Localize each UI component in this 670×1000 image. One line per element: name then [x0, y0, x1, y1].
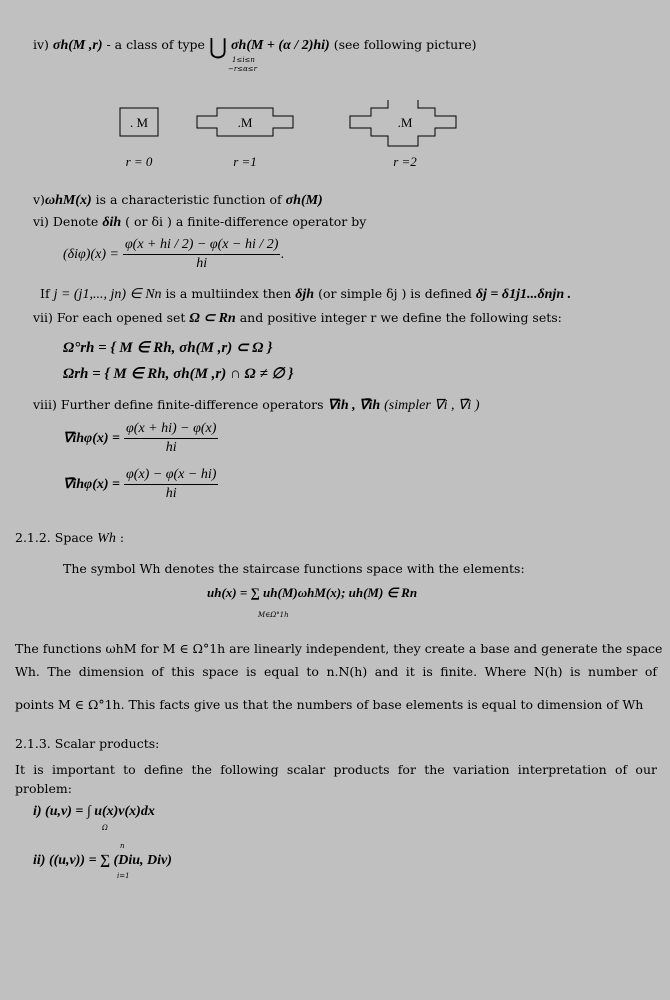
f1-lhs: ∇ihφ(x) =: [63, 431, 121, 446]
r0-caption: r = 0: [125, 154, 153, 169]
multi-dj: δjh: [295, 287, 315, 302]
iv-sigma: σh(M ,r): [52, 38, 103, 53]
f2-lhs: ∇̄ihφ(x) =: [63, 477, 121, 492]
s212-colon: :: [119, 530, 125, 545]
stencil-figure: [110, 100, 470, 180]
viii-ops: ∇ih , ∇̄ih: [327, 398, 381, 413]
v-expr: ωhM(x): [44, 193, 92, 208]
stencil-r0-label: . M: [129, 115, 149, 130]
vi-delta: δih: [102, 215, 122, 230]
vi-formula: (δiφ)(x) = $\frac{\varphi(x + hi / 2) - \varphi(x - hi / 2)}{hi}$ .: [63, 237, 285, 271]
stencil-r2-label: .M: [397, 115, 413, 130]
scalar-product-ii: ii) ((u,v)) = ∑ (Diu, Div): [33, 853, 172, 868]
vi-lhs: (δiφ)(x) =: [63, 247, 119, 262]
vii-set2: Ωrh = { M ∈ Rh, σh(M ,r) ∩ Ω ≠ ∅ }: [63, 366, 294, 382]
scalar-ii-over: n: [120, 842, 125, 850]
r2-caption: r =2: [393, 154, 417, 169]
iv-text2: (see following picture): [333, 37, 477, 52]
viii-formula-backward: [63, 466, 218, 503]
multi-j: j = (j1,..., jn) ∈ Nn: [53, 287, 162, 302]
r1-caption: r =1: [233, 154, 257, 169]
multiindex-line: [40, 286, 571, 303]
s212-heading: 2.1.2. Space: [15, 530, 94, 545]
s213-line-1: It is important to define the following scalar products for the variation interpretation of our: [15, 762, 657, 777]
vi-fraction: [123, 236, 280, 273]
f1-den: hi: [165, 440, 177, 455]
vii-text: and positive integer r we define the following sets:: [239, 310, 562, 325]
iv-text1: - a class of type: [106, 37, 205, 52]
vi-label: vi) Denote: [33, 214, 99, 229]
s213-line-2: problem:: [15, 781, 72, 796]
s212-formula: uh(x) = ∑ uh(M)ωhM(x); uh(M) ∈ Rn: [207, 585, 418, 600]
para-line-2: Wh. The dimension of this space is equal to n.N(h) and it is finite. Where N(h) is number of: [15, 664, 657, 679]
f2-num: φ(x) − φ(x − hi): [124, 466, 218, 485]
f1-num: φ(x + hi) − φ(x): [124, 420, 218, 439]
viii-label: viii) Further define finite-difference operators: [33, 397, 324, 412]
item-viii: [33, 397, 479, 414]
section-212-heading: [15, 530, 124, 547]
vii-set1: Ω°rh = { M ∈ Rh, σh(M ,r) ⊂ Ω }: [63, 340, 273, 356]
multi-text2: is a multiindex then: [165, 286, 292, 301]
para-line-3: points M ∈ Ω°1h. This facts give us that the numbers of base elements is equal to dimension of Wh: [15, 697, 644, 712]
scalar-product-i: i) (u,v) = ∫ u(x)v(x)dx: [33, 804, 155, 819]
multi-text1: If: [40, 286, 50, 301]
viii-formula-forward: [63, 420, 218, 457]
s212-space: Wh: [97, 531, 116, 546]
item-v: [33, 192, 323, 209]
viii-simpler: (simpler ∇i , ∇̄i ): [384, 398, 480, 413]
vi-num: φ(x + hi / 2) − φ(x − hi / 2): [123, 236, 280, 255]
stencil-r1-label: .M: [237, 115, 253, 130]
vii-label: vii) For each opened set: [33, 310, 186, 325]
section-213-heading: 2.1.3. Scalar products:: [15, 736, 160, 751]
scalar-ii-under: i=1: [117, 872, 130, 880]
iv-under2: −r≤α≤r: [228, 65, 258, 73]
multi-def: δj = δ1j1...δnjn .: [475, 287, 572, 302]
iv-under1: 1≤i≤n: [232, 56, 255, 64]
v-label: v): [33, 192, 45, 207]
v-text: is a characteristic function of: [95, 192, 282, 207]
iv-sigma-expr: σh(M + (α / 2)hi): [230, 38, 330, 53]
f2-fraction: [124, 466, 218, 503]
s212-sum-under: M∈Ω°1h: [258, 611, 289, 619]
v-sigma: σh(M): [285, 193, 323, 208]
para-line-1: The functions ωhM for M ∈ Ω°1h are linearly independent, they create a base and generate the space: [15, 641, 663, 656]
f1-fraction: [124, 420, 218, 457]
s212-intro: The symbol Wh denotes the staircase functions space with the elements:: [63, 561, 525, 576]
f2-den: hi: [165, 486, 177, 501]
iv-label: iv): [33, 37, 49, 52]
vii-omega: Ω ⊂ Rn: [189, 311, 236, 326]
item-vii: [33, 310, 562, 327]
vi-den: hi: [196, 256, 208, 271]
item-vi: [33, 214, 366, 231]
scalar-i-under: Ω: [102, 824, 108, 832]
iv-union: ⋃: [208, 35, 227, 60]
vi-text: ( or δi ) a finite-difference operator by: [125, 214, 367, 229]
multi-text3: (or simple δj ) is defined: [318, 286, 472, 301]
